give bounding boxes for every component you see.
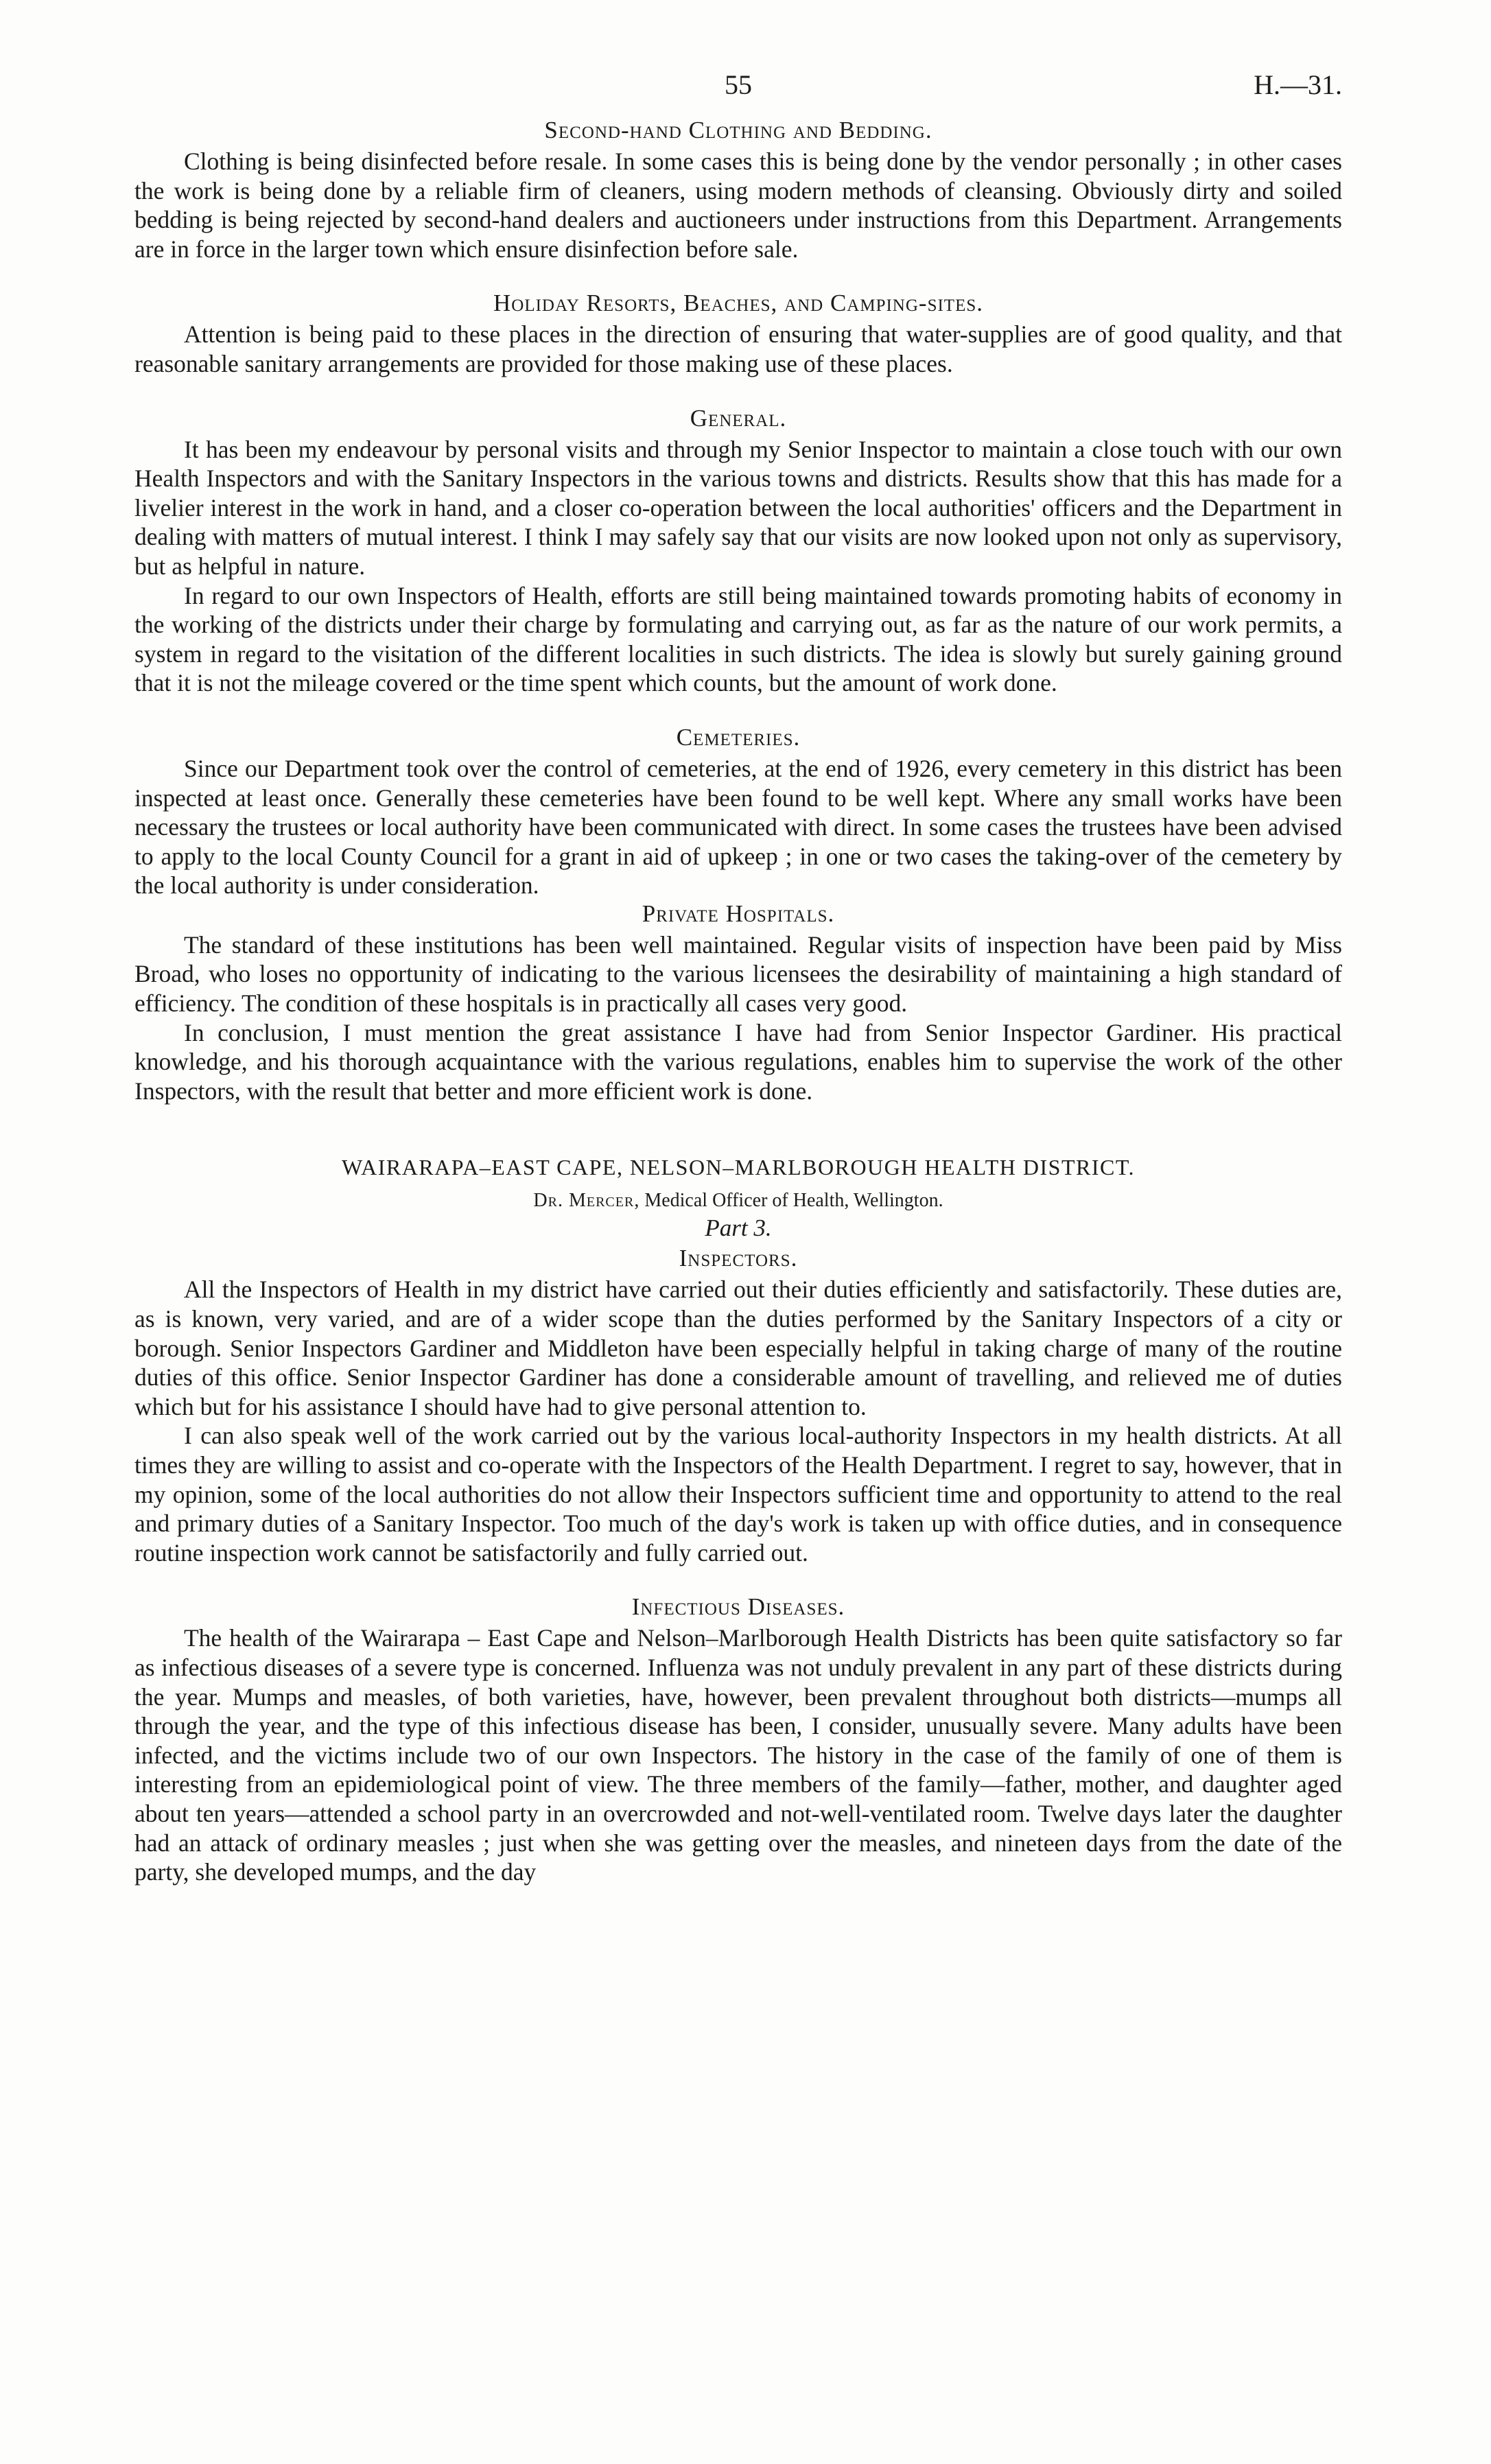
paragraph: In regard to our own Inspectors of Health, efforts are still being maintained towards promoting habits of economy in the working of the districts under their charge by formulating and carrying out, as far as the nature of our work permits, a system in regard to the visitation of the different localities in such districts. The idea is slowly but surely gaining ground that it is not the mileage covered or the time spent which counts, but the amount of work done. bbox=[134, 581, 1342, 697]
paragraph: The standard of these institutions has been well maintained. Regular visits of inspection have been paid by Miss Broad, who loses no opportunity of indicating to the various licensees the desirability of maintaining a high standard of efficiency. The condition of these hospitals is in practically all cases very good. bbox=[134, 930, 1342, 1018]
section-heading-inspectors: Inspectors. bbox=[679, 1245, 798, 1272]
paragraph: All the Inspectors of Health in my district have carried out their duties efficiently and satisfactorily. These duties are, as is known, very varied, and are of a wider scope than the duties performed by the Sanitary Inspectors of a city or borough. Senior Inspectors Gardiner and Middleton have been especially helpful in taking charge of many of the routine duties of this office. Senior Inspector Gardiner has done a considerable amount of travelling, and relieved me of duties which but for his assistance I should have had to give personal attention to. bbox=[134, 1276, 1342, 1420]
officer-name: Dr. Mercer, bbox=[533, 1190, 640, 1212]
paragraph: Attention is being paid to these places in the direction of ensuring that water-supplies are of good quality, and that reasonable sanitary arrangements are provided for those making use of these places. bbox=[134, 320, 1342, 377]
part-label: Part 3. bbox=[705, 1215, 772, 1242]
paragraph: Since our Department took over the control of cemeteries, at the end of 1926, every cemetery in this district has been inspected at least once. Generally these cemeteries have been found to be well kept. Where any small works have been necessary the trustees or local authority have been communicated with direct. In some cases the trustees have been advised to apply to the local County Council for a grant in aid of upkeep ; in one or two cases the taking-over of the cemetery by the local authority is under consideration. bbox=[134, 754, 1342, 900]
paragraph: Clothing is being disinfected before resale. In some cases this is being done by the vendor personally ; in other cases the work is being done by a reliable firm of cleaners, using modern methods of cleansing. Obviously dirty and soiled bedding is being rejected by second-hand dealers and auctioneers under instructions from this Department. Arrangements are in force in the larger town which ensure disinfection before sale. bbox=[134, 148, 1342, 263]
section-heading-cemeteries: Cemeteries. bbox=[676, 723, 801, 751]
officer-line bbox=[134, 1190, 1342, 1212]
district-title: WAIRARAPA–EAST CAPE, NELSON–MARLBOROUGH HEALTH DISTRICT. bbox=[341, 1155, 1136, 1180]
paragraph: It has been my endeavour by personal visits and through my Senior Inspector to maintain a close touch with our own Health Inspectors and with the Sanitary Inspectors in the various towns and districts. Results show that this has made for a livelier interest in the work in hand, and a closer co-operation between the local authorities' officers and the Department in dealing with matters of mutual interest. I think I may safely say that our visits are now looked upon not only as supervisory, but as helpful in nature. bbox=[134, 435, 1342, 580]
document-code: H.—31. bbox=[1254, 69, 1342, 100]
section-heading-hospitals: Private Hospitals. bbox=[642, 900, 835, 927]
paragraph: The health of the Wairarapa – East Cape and Nelson–Marlborough Health Districts has been quite satisfactory so far as infectious diseases of a severe type is concerned. Influenza was not unduly prevalent in any part of these districts during the year. Mumps and measles, of both varieties, have, however, been prevalent throughout both districts—mumps all through the year, and the type of this infectious disease has been, I consider, unusually severe. Many adults have been infected, and the victims include two of our own Inspectors. The history in the case of the family of one of them is interesting from an epidemiological point of view. The three members of the family—father, mother, and daughter aged about ten years—attended a school party in an overcrowded and not-well-ventilated room. Twelve days later the daughter had an attack of ordinary measles ; just when she was getting over the measles, and nineteen days from the date of the party, she developed mumps, and the day bbox=[134, 1624, 1342, 1886]
section-heading-holiday: Holiday Resorts, Beaches, and Camping-sites. bbox=[493, 290, 983, 317]
page-header bbox=[134, 69, 1342, 117]
section-heading-infectious: Infectious Diseases. bbox=[631, 1593, 845, 1621]
officer-role: Medical Officer of Health, Wellington. bbox=[644, 1190, 943, 1212]
page-number: 55 bbox=[725, 69, 752, 100]
section-heading-clothing: Second-hand Clothing and Bedding. bbox=[544, 117, 932, 143]
document-page bbox=[134, 69, 1342, 1887]
section-heading-general: General. bbox=[690, 404, 787, 432]
paragraph: In conclusion, I must mention the great assistance I have had from Senior Inspector Gardiner. His practical knowledge, and his thorough acquaintance with the various regulations, enables him to supervise the work of the other Inspectors, with the result that better and more efficient work is done. bbox=[134, 1018, 1342, 1105]
paragraph: I can also speak well of the work carried out by the various local-authority Inspectors in my health districts. At all times they are willing to assist and co-operate with the Inspectors of the Health Department. I regret to say, however, that in my opinion, some of the local authorities do not allow their Inspectors sufficient time and opportunity to attend to the real and primary duties of a Sanitary Inspector. Too much of the day's work is taken up with office duties, and in consequence routine inspection work cannot be satisfactorily and fully carried out. bbox=[134, 1422, 1342, 1567]
